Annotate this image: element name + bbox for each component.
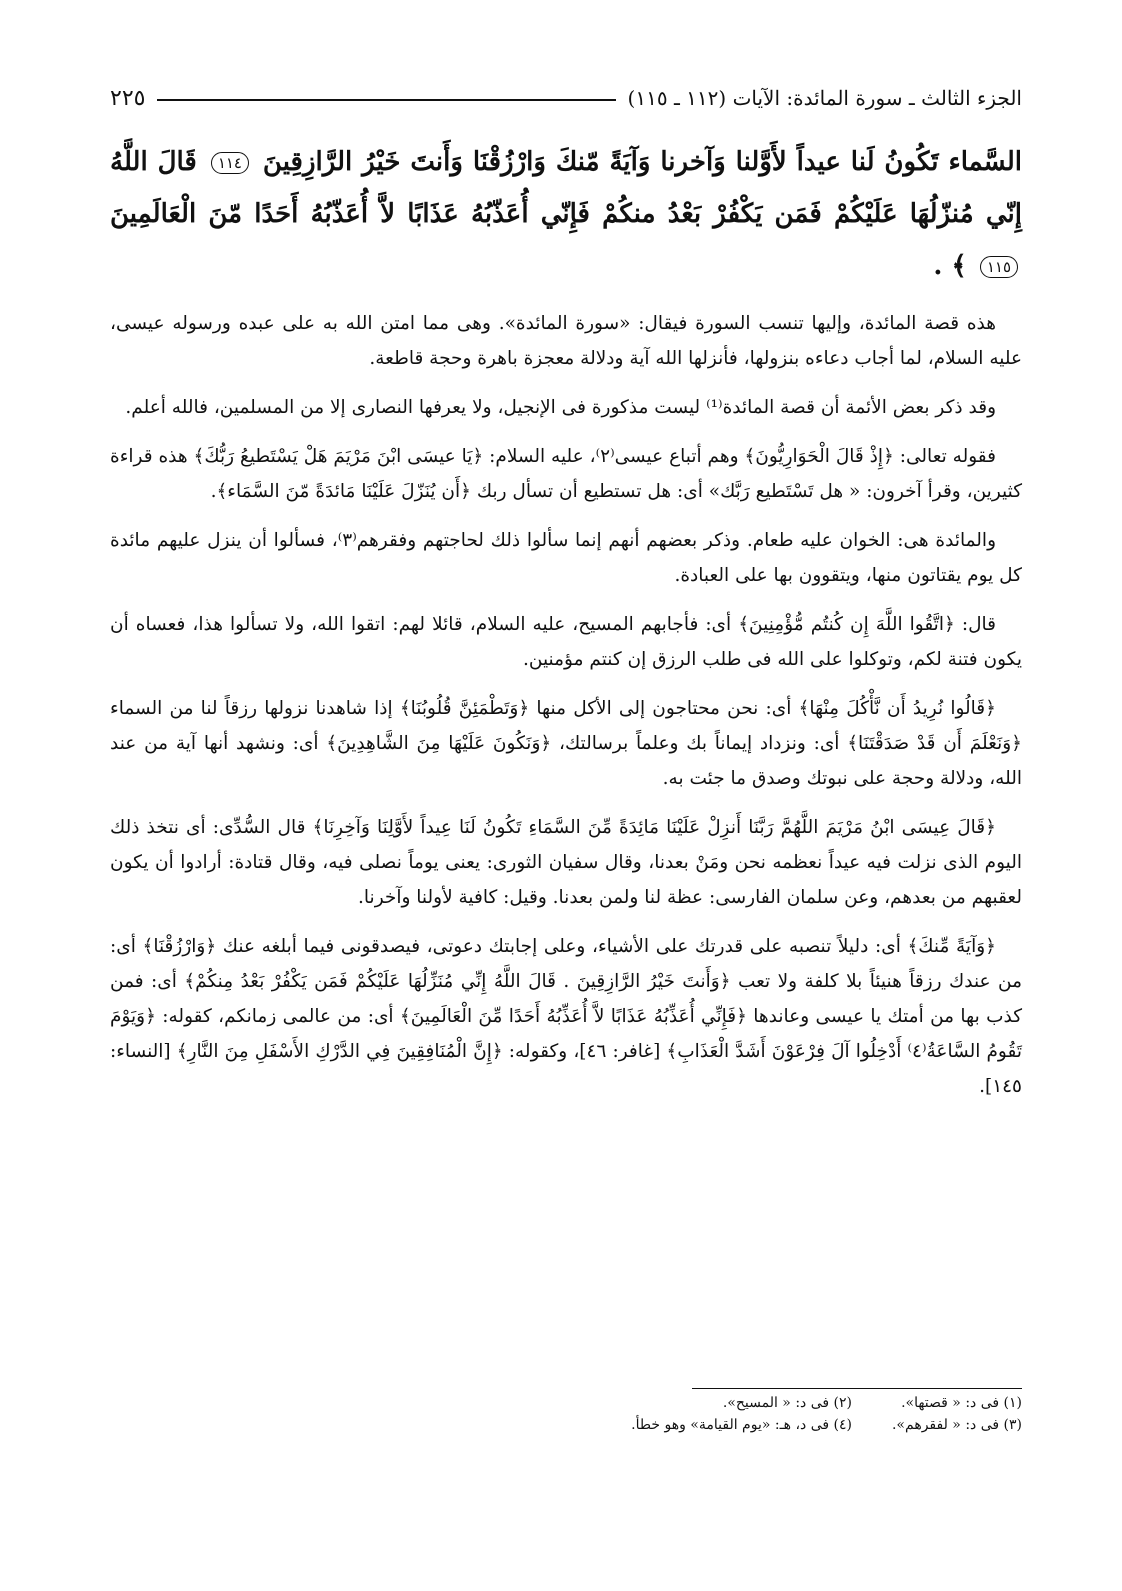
paragraph-1: هذه قصة المائدة، وإليها تنسب السورة فيقال: «سورة المائدة». وهى مما امتن الله به على عبده ورسوله عيسى، عليه السلام، لما أجاب دعاءه بنزولها، فأنزلها الله آية ودلالة معجزة باهرة وحجة قاطعة. [110, 313, 1022, 369]
verse-text-b: قَالَ اللَّهُ إِنّي مُنزّلُهَا عَلَيْكُمْ فَمَن يَكْفُرْ بَعْدُ منكُمْ فَإِنّي أُعَذّبُهُ عَذَابًا لاَّ أُعَذّبُهُ أَحَدًا مّنَ الْعَالَمِينَ [110, 147, 1022, 229]
footnote-2: (٢) فى د: « المسيح». [722, 1395, 852, 1411]
running-header [110, 70, 1022, 126]
paragraph-8: ﴿وَآيَةً مِّنكَ﴾ أى: دليلاً تنصبه على قدرتك على الأشياء، وعلى إجابتك دعوتى، فيصدقونى فيما أبلغه عنك ﴿وَارْزُقْنَا﴾ أى: من عندك رزقاً هنيئاً بلا كلفة ولا تعب ﴿وَأَنتَ خَيْرُ الرَّازِقِينَ . قَالَ اللَّهُ إِنِّي مُنَزِّلُهَا عَلَيْكُمْ فَمَن يَكْفُرْ بَعْدُ مِنكُمْ﴾ أى: فمن كذب بها من أمتك يا عيسى وعاندها ﴿فَإِنِّي أُعَذِّبُهُ عَذَابًا لاَّ أُعَذِّبُهُ أَحَدًا مِّنَ الْعَالَمِينَ﴾ أى: من عالمى زمانكم، كقوله: ﴿وَيَوْمَ تَقُومُ السَّاعَةُ⁽٤⁾ أَدْخِلُوا آلَ فِرْعَوْنَ أَشَدَّ الْعَذَابِ﴾ [غافر: ٤٦]، وكقوله: ﴿إِنَّ الْمُنَافِقِينَ فِي الدَّرْكِ الأَسْفَلِ مِنَ النَّارِ﴾ [النساء: ١٤٥]. [110, 936, 1022, 1097]
verse-number-114: ١١٤ [211, 152, 249, 174]
footnote-3: (٣) فى د: « لفقرهم». [891, 1417, 1022, 1433]
page-number: ٢٢٥ [110, 85, 146, 111]
paragraph-2: وقد ذكر بعض الأئمة أن قصة المائدة⁽¹⁾ ليست مذكورة فى الإنجيل، ولا يعرفها النصارى إلا من المسلمين، فالله أعلم. [125, 397, 996, 418]
paragraph-7: ﴿قَالَ عِيسَى ابْنُ مَرْيَمَ اللَّهُمَّ رَبَّنَا أَنزِلْ عَلَيْنَا مَائِدَةً مِّنَ السَّمَاءِ تَكُونُ لَنَا عِيداً لأَوَّلِنَا وَآخِرِنَا﴾ قال السُّدِّى: أى نتخذ ذلك اليوم الذى نزلت فيه عيداً نعظمه نحن ومَنْ بعدنا، وقال سفيان الثورى: يعنى يوماً نصلى فيه، وقال قتادة: أرادوا أن يكون لعقبهم من بعدهم، وعن سلمان الفارسى: عظة لنا ولمن بعدنا. وقيل: كافية لأولنا وآخرنا. [110, 817, 1022, 908]
verse-end: ﴾ . [933, 251, 967, 281]
footnote-4: (٤) فى د، هـ: «يوم القيامة» وهو خطأ. [631, 1417, 852, 1433]
footnote-1: (١) فى د: « قصتها». [901, 1395, 1022, 1411]
paragraph-6: ﴿قَالُوا نُرِيدُ أَن نَّأْكُلَ مِنْهَا﴾ أى: نحن محتاجون إلى الأكل منها ﴿وَتَطْمَئِنَّ قُلُوبُنَا﴾ إذا شاهدنا نزولها رزقاً لنا من السماء ﴿وَنَعْلَمَ أَن قَدْ صَدَقْتَنَا﴾ أى: ونزداد إيماناً بك وعلماً برسالتك، ﴿وَنَكُونَ عَلَيْهَا مِنَ الشَّاهِدِينَ﴾ أى: ونشهد أنها آية من عند الله، ودلالة وحجة على نبوتك وصدق ما جئت به. [110, 698, 1022, 789]
paragraph-4: والمائدة هى: الخوان عليه طعام. وذكر بعضهم أنهم إنما سألوا ذلك لحاجتهم وفقرهم⁽٣⁾، فسألوا أن ينزل عليهم مائدة كل يوم يقتاتون منها، ويتقوون بها على العبادة. [110, 530, 1022, 586]
quran-verse-block [110, 136, 1022, 292]
book-page [110, 70, 1022, 1550]
verse-number-115: ١١٥ [980, 256, 1018, 278]
footnotes [110, 1388, 1022, 1433]
paragraph-3: فقوله تعالى: ﴿إِذْ قَالَ الْحَوَارِيُّونَ﴾ وهم أتباع عيسى⁽٢⁾، عليه السلام: ﴿يَا عيسَى ابْنَ مَرْيَمَ هَلْ يَسْتَطيعُ رَبُّكَ﴾ هذه قراءة كثيرين، وقرأ آخرون: « هل تَسْتَطيع رَبَّك» أى: هل تستطيع أن تسأل ربك ﴿أَن يُنَزّلَ عَلَيْنَا مَائدَةً مّنَ السَّمَاء﴾. [110, 446, 1022, 502]
verse-text-a: السَّماء تَكُونُ لَنا عيداً لأَوَّلنا وَآخرنا وَآيَةً مّنكَ وَارْزُقْنَا وَأَنتَ خَيْرُ الرَّازِقِينَ [262, 147, 1022, 177]
footnote-rule [692, 1388, 1022, 1389]
paragraph-5: قال: ﴿اتَّقُوا اللَّهَ إِن كُنتُم مُّؤْمِنِينَ﴾ أى: فأجابهم المسيح، عليه السلام، قائلا لهم: اتقوا الله، ولا تسألوا هذا، فعساه أن يكون فتنة لكم، وتوكلوا على الله فى طلب الرزق إن كنتم مؤمنين. [110, 614, 1022, 670]
header-rule [157, 99, 615, 101]
footnote-list [402, 1395, 1022, 1433]
running-title: الجزء الثالث ـ سورة المائدة: الآيات (١١٢ ـ ١١٥) [627, 86, 1022, 110]
